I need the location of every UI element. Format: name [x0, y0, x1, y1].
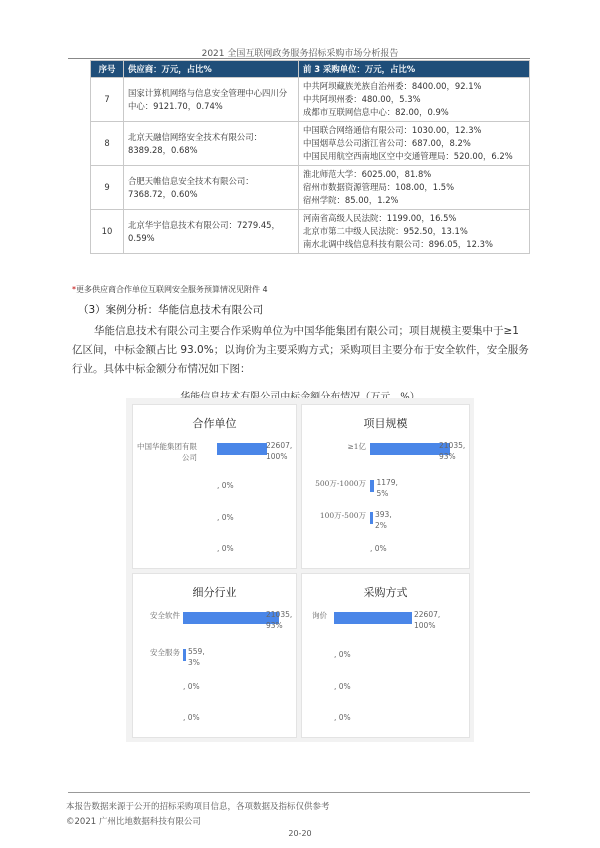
buyer-line: 中共阿坝州委：480.00，5.3%: [303, 94, 421, 104]
chart-panel: [301, 404, 470, 569]
bar: [217, 443, 267, 455]
buyer-line: 成都市互联网信息中心：82.00，0.9%: [303, 107, 449, 117]
buyers-cell: [299, 210, 530, 254]
table-header-row: [91, 61, 530, 78]
bar-label: 500万-1000万: [315, 479, 366, 488]
bar-label: 安全软件: [150, 611, 180, 620]
bar-value: 1179,: [376, 478, 398, 487]
bar-value-label: [217, 512, 234, 523]
bar-value: 559,: [188, 647, 205, 656]
row-number: 7: [91, 78, 124, 122]
col-header-supplier: 供应商：万元，占比%: [124, 61, 299, 78]
table-row: [91, 78, 530, 122]
bar: [370, 443, 450, 455]
bar-percent: 100%: [266, 452, 288, 461]
page-header: 2021 全国互联网政务服务招标采购市场分析报告: [201, 49, 399, 59]
col-header-buyers: 前 3 采购单位：万元，占比%: [299, 61, 530, 78]
bar-value-label: [414, 609, 440, 631]
buyers-cell: [299, 78, 530, 122]
bar-percent: , 0%: [183, 682, 200, 691]
bar-value: 22607,: [266, 441, 293, 450]
footnote-star: *: [72, 285, 76, 294]
buyer-line: 宿州市数据资源管理局：108.00，1.5%: [303, 182, 455, 192]
bar-percent: 3%: [188, 658, 200, 667]
bar-value-label: [183, 712, 200, 723]
supplier-cell: 北京华宇信息技术有限公司：7279.45，0.59%: [124, 210, 299, 254]
bar: [334, 612, 412, 624]
supplier-cell: 国家计算机网络与信息安全管理中心四川分中心：9121.70，0.74%: [124, 78, 299, 122]
table-footnote: [72, 284, 268, 295]
bar-value: 21035,: [439, 441, 466, 450]
bar-value-label: [266, 440, 292, 462]
page-number: 20-20: [288, 829, 312, 838]
panel-title: 项目规模: [363, 417, 408, 430]
bar-label: ≥1亿: [347, 442, 366, 451]
bar-label: 100万-500万: [319, 511, 366, 520]
supplier-cell: 北京天融信网络安全技术有限公司：8389.28，0.68%: [124, 122, 299, 166]
bar-percent: 93%: [439, 452, 456, 461]
panel-title: 采购方式: [363, 586, 408, 599]
case-paragraph: 华能信息技术有限公司主要合作采购单位为中国华能集团有限公司；项目规模主要集中于≥1 亿区间，中标金额占比 93.0%；以询价为主要采购方式；采购项目主要分布于安全软件，安全服务行业。具体中标金额分布情况如下图：: [72, 325, 529, 375]
buyers-cell: [299, 166, 530, 210]
header-divider: [68, 58, 530, 59]
buyer-line: 淮北师范大学：6025.00，81.8%: [303, 169, 432, 179]
footer-disclaimer: 本报告数据来源于公开的招标采购项目信息，各项数据及指标仅供参考: [66, 802, 330, 812]
bar-percent: 100%: [414, 621, 436, 630]
bar-percent: 5%: [376, 489, 389, 498]
supplier-cell: 合肥天帷信息安全技术有限公司：7368.72，0.60%: [124, 166, 299, 210]
bar-label: 安全服务: [150, 648, 180, 657]
buyer-line: 南水北调中线信息科技有限公司：896.05，12.3%: [303, 239, 493, 249]
buyer-line: 中国联合网络通信有限公司：1030.00，12.3%: [303, 125, 482, 135]
col-header-no: 序号: [91, 61, 124, 78]
bar: [370, 480, 374, 492]
table-row: [91, 210, 530, 254]
bar: [183, 612, 279, 624]
bar: [370, 512, 373, 524]
bar-value-label: [370, 543, 387, 554]
buyer-line: 中国烟草总公司浙江省公司：687.00，8.2%: [303, 138, 471, 148]
buyer-line: 北京市第二中级人民法院：952.50，13.1%: [303, 226, 468, 236]
buyer-line: 中国民用航空西南地区空中交通管理局：520.00，6.2%: [303, 151, 513, 161]
footer-divider: [68, 792, 530, 793]
bar-label: 询价: [312, 611, 327, 620]
bar-value: 22607,: [414, 610, 441, 619]
bar-value: 393,: [375, 510, 392, 519]
table-row: [91, 166, 530, 210]
bar-value-label: [375, 509, 392, 531]
panel-title: 合作单位: [192, 417, 237, 430]
bar-value-label: [334, 681, 351, 692]
bar-percent: , 0%: [183, 713, 200, 722]
panel-title: 细分行业: [192, 586, 237, 599]
buyer-line: 河南省高级人民法院：1199.00，16.5%: [303, 213, 457, 223]
bar-value-label: [334, 712, 351, 723]
buyers-cell: [299, 122, 530, 166]
chart-area: [126, 398, 474, 742]
bar-value-label: [439, 440, 465, 462]
chart-panel: [132, 573, 297, 738]
bar-percent: , 0%: [334, 650, 351, 659]
footer-copyright: ©2021 广州比地数据科技有限公司: [66, 817, 201, 827]
bar-value-label: [217, 480, 234, 491]
bar-percent: , 0%: [217, 544, 234, 553]
chart-panel: [301, 573, 470, 738]
row-number: 10: [91, 210, 124, 254]
table-row: [91, 122, 530, 166]
bar-value: 21035,: [266, 610, 293, 619]
case-title: （3）案例分析：华能信息技术有限公司: [78, 304, 264, 316]
row-number: 8: [91, 122, 124, 166]
bar-percent: 93%: [266, 621, 283, 630]
bar-percent: , 0%: [334, 713, 351, 722]
buyer-line: 宿州学院：85.00，1.2%: [303, 195, 399, 205]
bar-percent: , 0%: [334, 682, 351, 691]
bar-value-label: [266, 609, 292, 631]
bar: [183, 649, 186, 661]
bar-label: 中国华能集团有限公司: [137, 442, 197, 462]
chart-panel: [132, 404, 297, 569]
bar-value-label: [334, 649, 351, 660]
footnote-text: 更多供应商合作单位互联网安全服务预算情况见附件 4: [76, 285, 268, 294]
bar-value-label: [188, 646, 205, 668]
bar-percent: 2%: [375, 521, 387, 530]
supplier-table: [90, 60, 530, 254]
bar-percent: , 0%: [217, 513, 234, 522]
row-number: 9: [91, 166, 124, 210]
bar-percent: , 0%: [217, 481, 234, 490]
bar-value-label: [183, 681, 200, 692]
bar-percent: , 0%: [370, 544, 387, 553]
bar-value-label: [376, 477, 397, 499]
bar-value-label: [217, 543, 234, 554]
buyer-line: 中共阿坝藏族羌族自治州委：8400.00，92.1%: [303, 81, 482, 91]
